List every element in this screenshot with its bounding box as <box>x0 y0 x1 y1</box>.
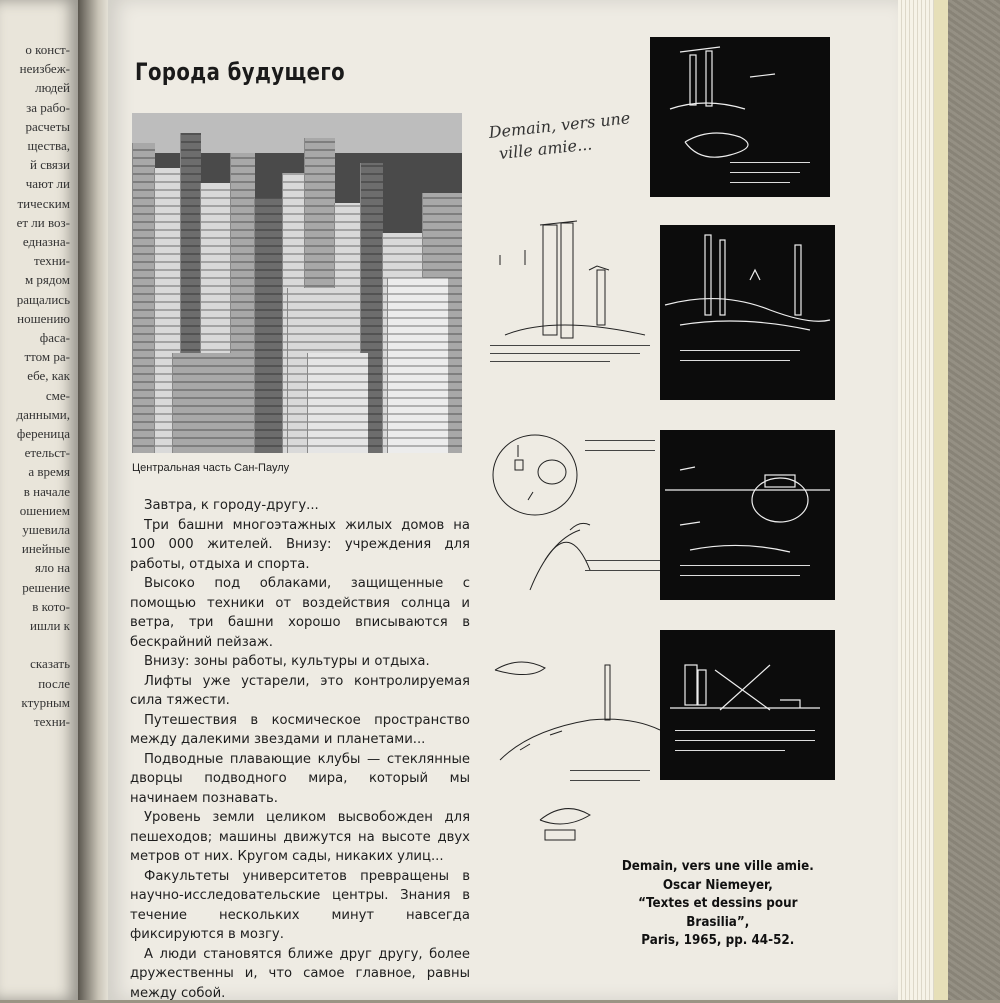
left-page-line: щества, <box>27 138 70 154</box>
photo-caption: Центральная часть Сан-Паулу <box>132 462 289 474</box>
paragraph: Высоко под облаками, защищенные с помощью техники от воздействия солнца и ветра, три башни хорошо вписываются в бескрайний пейзаж. <box>130 574 470 652</box>
left-page-line: неизбеж- <box>20 61 70 77</box>
left-page-line: сме- <box>46 388 70 404</box>
left-page-line: в начале <box>24 484 70 500</box>
paragraph: Факультеты университетов превращены в научно-исследовательские центры. Знания в течение нескольких минут навсегда фиксируются в мозгу. <box>130 867 470 945</box>
sketch-towers <box>485 215 660 385</box>
left-page-line: ушевила <box>22 522 70 538</box>
image-credit <box>612 858 824 951</box>
handwritten-line: Demain, vers une <box>488 107 632 144</box>
left-page-line: о конст- <box>25 42 70 58</box>
body-text <box>130 496 470 1003</box>
left-page-line: ет ли воз- <box>17 215 70 231</box>
drawing-panel-4 <box>660 630 835 780</box>
sao-paulo-photo <box>132 113 462 453</box>
left-page <box>0 0 78 1000</box>
handwritten-line: ville amie... <box>490 129 634 166</box>
left-page-line: ктурным <box>21 695 70 711</box>
left-page-line: а время <box>28 464 70 480</box>
left-page-line: за рабо- <box>26 100 70 116</box>
credit-line: Paris, 1965, pp. 44-52. <box>612 932 824 951</box>
left-page-line: ошением <box>20 503 70 519</box>
left-page-line: после <box>38 676 70 692</box>
drawing-panel-3 <box>660 430 835 600</box>
paragraph: Завтра, к городу-другу... <box>130 496 470 516</box>
left-page-line: расчеты <box>25 119 70 135</box>
sketch-landscape <box>490 640 665 860</box>
drawing-panel-2 <box>660 225 835 400</box>
paragraph: Три башни многоэтажных жилых домов на 100 000 жителей. Внизу: учреждения для работы, отдыха и спорта. <box>130 516 470 575</box>
left-page-line: едназна- <box>23 234 70 250</box>
credit-line: Demain, vers une ville amie. <box>612 858 824 877</box>
left-page-line: решение <box>22 580 70 596</box>
credit-line: “Textes et dessins pour Brasilia”, <box>612 895 824 932</box>
left-page-line: тическим <box>17 196 70 212</box>
left-page-line: ишли к <box>30 618 70 634</box>
left-page-line: яло на <box>35 560 70 576</box>
left-page-line: техни- <box>34 253 70 269</box>
left-page-line: в кото- <box>32 599 70 615</box>
page-title: Города будущего <box>135 58 345 86</box>
left-page-line: й связи <box>30 157 70 173</box>
left-page-line: м рядом <box>25 272 70 288</box>
left-page-line: инейные <box>22 541 70 557</box>
left-page-line: техни- <box>34 714 70 730</box>
left-page-line: фаса- <box>40 330 70 346</box>
left-page-line: чают ли <box>26 176 70 192</box>
page-edges <box>898 0 934 1000</box>
left-page-line: ращались <box>17 292 70 308</box>
left-page-line: ебе, как <box>27 368 70 384</box>
left-page-line: людей <box>35 80 70 96</box>
book-gutter <box>78 0 112 1000</box>
book-cover-edge <box>934 0 948 1000</box>
drawing-panel-1 <box>650 37 830 197</box>
paragraph: Уровень земли целиком высвобожден для пешеходов; машины движутся на высоте двух метров от них. Кругом сады, никаких улиц... <box>130 808 470 867</box>
left-page-line: ношению <box>17 311 70 327</box>
paragraph: Подводные плавающие клубы — стеклянные дворцы подводного мира, который мы начинаем познавать. <box>130 750 470 809</box>
left-page-line: данными, <box>17 407 70 423</box>
left-page-line: ференица <box>17 426 70 442</box>
left-page-line: сказать <box>30 656 70 672</box>
paragraph: Лифты уже устарели, это контролируемая сила тяжести. <box>130 672 470 711</box>
credit-line: Oscar Niemeyer, <box>612 877 824 896</box>
paragraph: Путешествия в космическое пространство между далекими звездами и планетами... <box>130 711 470 750</box>
sketch-globe <box>490 430 665 600</box>
left-page-line: ттом ра- <box>24 349 70 365</box>
paragraph: Внизу: зоны работы, культуры и отдыха. <box>130 652 470 672</box>
left-page-line: етельст- <box>25 445 70 461</box>
paragraph: А люди становятся ближе друг другу, более дружественны и, что самое главное, равны между собой. <box>130 945 470 1003</box>
